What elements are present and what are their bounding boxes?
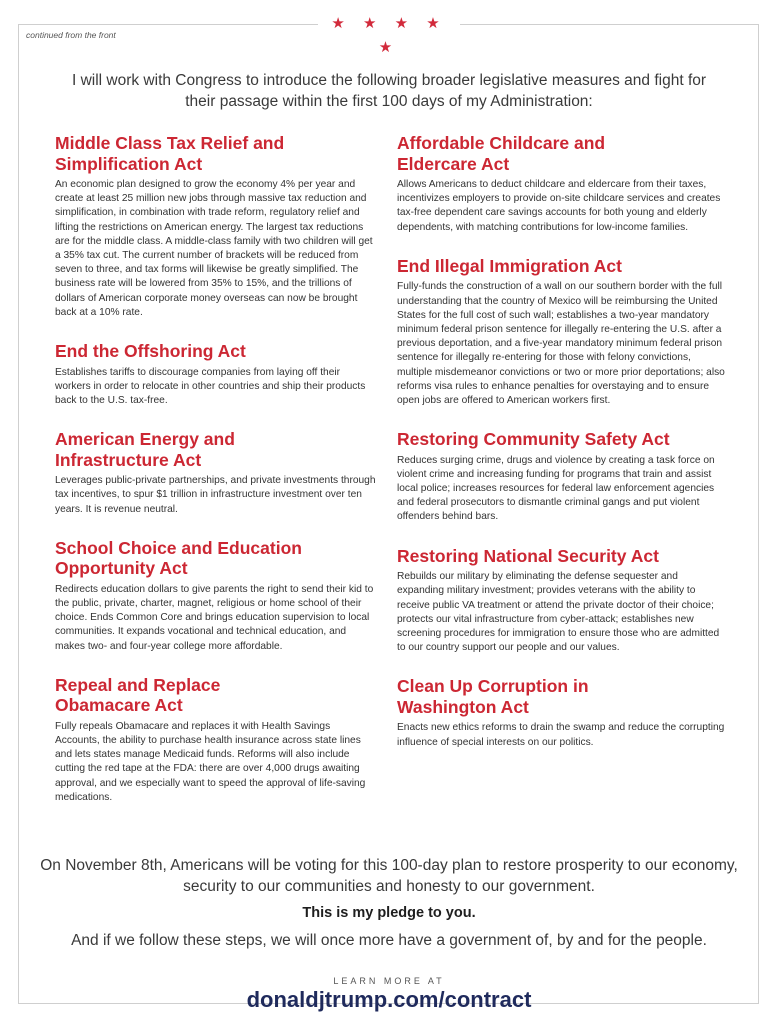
section-title-line: Opportunity Act	[55, 558, 188, 579]
section-community-safety	[397, 429, 727, 525]
section-title-line: Repeal and Replace	[55, 674, 221, 695]
section-title-line: American Energy and	[55, 429, 235, 450]
section-body: Fully-funds the construction of a wall on our southern border with the full understanding that the country of Mexico will be reimbursing the United States for the full cost of such wall; establishes a two-year mandatory minimum federal prison sentence for illegally re-entering the U.S. after a previous deportation, and a five-year mandatory minimum federal prison sentence for illegally re-entering for those with felony convictions, multiple misdemeanor convictions or two or more prior deportations; also reforms visa rules to enhance penalties for overstaying and to ensure open jobs are offered to American workers first.	[397, 281, 725, 406]
section-clean-up-corruption	[397, 676, 727, 749]
closing-paragraph: On November 8th, Americans will be voting for this 100-day plan to restore prosperity to our economy, security to our communities and honesty to our government.	[40, 857, 738, 895]
section-title-line: Clean Up Corruption in	[397, 676, 589, 697]
contract-url-link[interactable]: donaldjtrump.com/contract	[246, 987, 532, 1012]
section-body: Rebuilds our military by eliminating the defense sequester and expanding military investment; provides veterans with the ability to receive public VA treatment or attend the private doctor of their choice; protects our vital infrastructure from cyber-attack; establishes new screening procedures for immigration to ensure those who are admitted to our country support our people and our values.	[397, 571, 720, 654]
section-title-line: Middle Class Tax Relief and	[55, 133, 285, 153]
section-american-energy	[55, 429, 377, 517]
left-column	[55, 133, 377, 805]
section-title-line: Simplification Act	[55, 153, 203, 174]
section-national-security	[397, 546, 727, 656]
section-end-illegal-immigration	[397, 256, 727, 408]
section-title-line: End the Offshoring Act	[55, 341, 246, 362]
section-title	[55, 538, 377, 579]
section-body: An economic plan designed to grow the economy 4% per year and create at least 25 million new jobs through massive tax reduction and simplification, in combination with trade reform, regulatory relief and lifting the restrictions on American energy. The largest tax reductions are for the middle class. A middle-class family with two children will get a 35% tax cut. The current number of brackets will be reduced from seven to three, and tax forms will likewise be greatly simplified. The business rate will be lowered from 35% to 15%, and the trillions of dollars of American corporate money overseas can now be brought back at a 10% rate.	[55, 179, 373, 318]
section-title	[55, 429, 377, 470]
section-title-line: Restoring National Security Act	[397, 545, 659, 566]
section-body: Establishes tariffs to discourage companies from laying off their workers in order to relocate in other countries and ship their products back to the U.S. tax-free.	[55, 366, 366, 406]
section-body: Fully repeals Obamacare and replaces it with Health Savings Accounts, the ability to purchase health insurance across state lines and lets states manage Medicaid funds. Reforms will also include cutting the red tape at the FDA: there are over 4,000 drugs awaiting approval, and we especially want to speed the approval of life-saving medications.	[55, 720, 366, 803]
section-title-line: Restoring Community Safety Act	[397, 429, 670, 450]
section-title	[397, 133, 727, 174]
section-title	[397, 429, 727, 450]
learn-more-label: LEARN MORE AT	[333, 976, 445, 986]
stars-ornament: ★ ★ ★ ★ ★	[318, 12, 460, 36]
section-title	[55, 675, 377, 716]
section-body: Leverages public-private partnerships, and private investments through tax incentives, to spur $1 trillion in infrastructure investment over ten years. It is revenue neutral.	[55, 475, 376, 515]
section-title-line: Infrastructure Act	[55, 449, 202, 470]
section-title-line: Washington Act	[397, 696, 529, 717]
section-body: Allows Americans to deduct childcare and eldercare from their taxes, incentivizes employers to provide on-site childcare services and creates tax-free dependent care savings accounts for both young and elderly dependents, with matching contributions for low-income families.	[397, 179, 721, 233]
section-childcare-eldercare	[397, 133, 727, 235]
section-title-line: Affordable Childcare and	[397, 133, 606, 153]
section-title	[397, 546, 727, 567]
section-title-line: Eldercare Act	[397, 153, 510, 174]
section-title	[55, 133, 377, 174]
final-line: And if we follow these steps, we will once more have a government of, by and for the people.	[71, 932, 707, 949]
section-repeal-obamacare	[55, 675, 377, 805]
section-title-line: Obamacare Act	[55, 695, 183, 716]
section-title	[55, 341, 377, 362]
pledge-line: This is my pledge to you.	[302, 905, 476, 921]
section-body: Reduces surging crime, drugs and violence by creating a task force on violent crime and increasing funding for programs that train and assist local police; increases resources for federal law enforcement agencies and federal prosecutors to dismantle criminal gangs and put violent offenders behind bars.	[397, 454, 715, 523]
continued-note: continued from the front	[26, 30, 116, 40]
section-body: Enacts new ethics reforms to drain the swamp and reduce the corrupting influence of special interests on our politics.	[397, 722, 725, 748]
section-middle-class-tax-relief	[55, 133, 377, 320]
right-column	[397, 133, 727, 750]
section-end-offshoring	[55, 341, 377, 408]
section-title-line: End Illegal Immigration Act	[397, 255, 622, 276]
section-body: Redirects education dollars to give parents the right to send their kid to the public, private, charter, magnet, religious or home school of their choice. Ends Common Core and brings education supervision to local communities. It expands vocational and technical education, and makes two- and four-year college more affordable.	[55, 583, 374, 652]
section-title	[397, 676, 727, 717]
section-title-line: School Choice and Education	[55, 537, 302, 558]
intro-paragraph: I will work with Congress to introduce the following broader legislative measures and fight for their passage within the first 100 days of my Administration:	[71, 72, 707, 110]
section-title	[397, 256, 727, 277]
section-school-choice	[55, 538, 377, 654]
